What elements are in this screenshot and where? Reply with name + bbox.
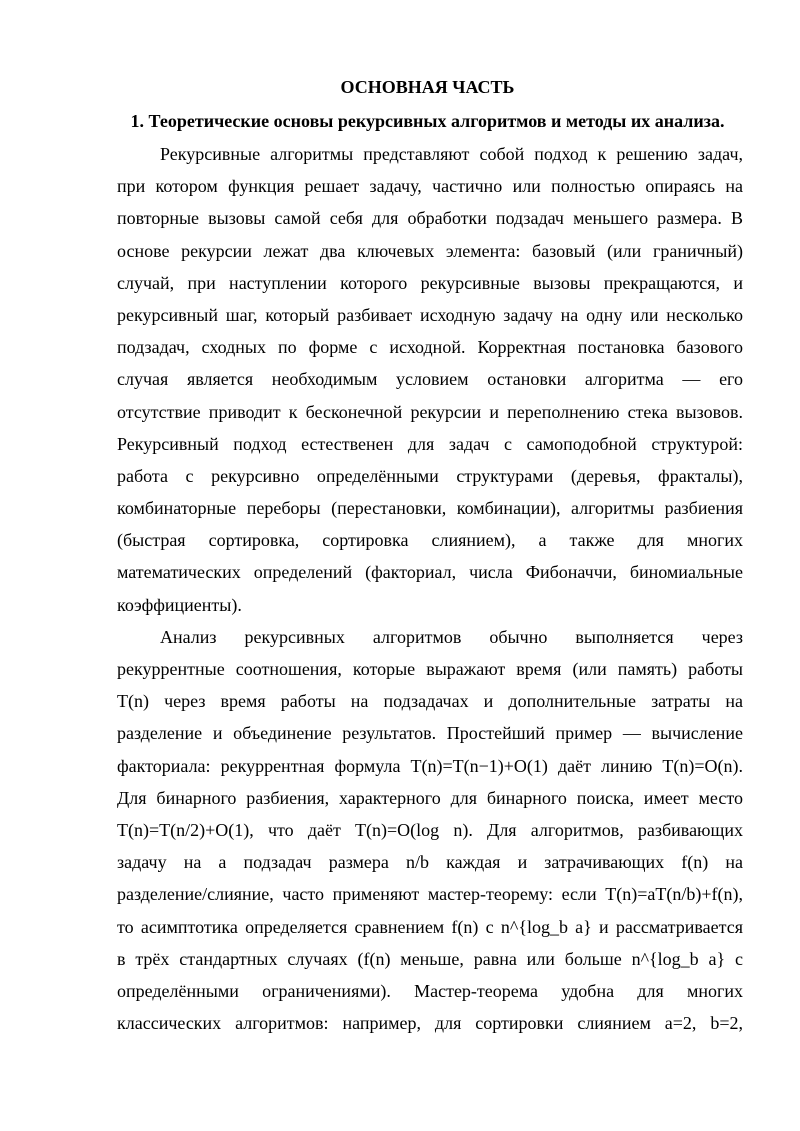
text-line: коэффициенты). <box>117 594 242 615</box>
text-line: то асимптотика определяется сравнением f(n) с n^{log_b a} и рассматривается <box>117 916 743 937</box>
text-line: в трёх стандартных случаях (f(n) меньше, равна или больше n^{log_b a} с <box>117 948 743 969</box>
page-heading: ОСНОВНАЯ ЧАСТЬ <box>340 77 515 97</box>
text-line: определёнными ограничениями). Мастер-теорема удобна для многих <box>117 980 743 1001</box>
text-line: T(n)=T(n/2)+O(1), что даёт T(n)=O(log n). Для алгоритмов, разбивающих <box>117 819 743 840</box>
text-line: подзадач, сходных по форме с исходной. Корректная постановка базового <box>117 337 743 358</box>
section-title: 1. Теоретические основы рекурсивных алгоритмов и методы их анализа. <box>130 111 725 131</box>
body-text <box>117 138 743 1039</box>
text-line: задачу на a подзадач размера n/b каждая и затрачивающих f(n) на <box>117 852 743 873</box>
text-line: разделение и объединение результатов. Простейший пример — вычисление <box>117 723 743 744</box>
text-line: повторные вызовы самой себя для обработки подзадач меньшего размера. В <box>117 208 743 229</box>
text-line: при котором функция решает задачу, частично или полностью опираясь на <box>117 176 743 197</box>
text-line: Рекурсивный подход естественен для задач с самоподобной структурой: <box>117 433 743 454</box>
paragraph <box>117 138 743 621</box>
text-line: случай, при наступлении которого рекурсивные вызовы прекращаются, и <box>117 272 743 293</box>
text-line: Для бинарного разбиения, характерного для бинарного поиска, имеет место <box>117 787 743 808</box>
text-line: факториала: рекуррентная формула T(n)=T(n−1)+O(1) даёт линию T(n)=O(n). <box>117 755 743 776</box>
text-line: математических определений (факториал, числа Фибоначчи, биномиальные <box>117 562 743 583</box>
text-line: классических алгоритмов: например, для сортировки слиянием a=2, b=2, <box>117 1013 743 1034</box>
text-line: основе рекурсии лежат два ключевых элемента: базовый (или граничный) <box>117 240 743 261</box>
text-line: отсутствие приводит к бесконечной рекурсии и переполнению стека вызовов. <box>117 401 743 422</box>
text-line: Рекурсивные алгоритмы представляют собой подход к решению задач, <box>160 144 743 164</box>
text-line: разделение/слияние, часто применяют мастер-теорему: если T(n)=aT(n/b)+f(n), <box>117 884 743 905</box>
text-line: работа с рекурсивно определёнными структурами (деревья, фракталы), <box>117 465 743 486</box>
text-line: T(n) через время работы на подзадачах и дополнительные затраты на <box>117 691 743 712</box>
paragraph <box>117 621 743 1039</box>
text-line: случая является необходимым условием остановки алгоритма — его <box>117 369 743 390</box>
text-line: (быстрая сортировка, сортировка слиянием), а также для многих <box>117 530 743 551</box>
text-line: рекуррентные соотношения, которые выражают время (или память) работы <box>117 659 743 679</box>
text-line: Анализ рекурсивных алгоритмов обычно выполняется через <box>160 626 743 647</box>
text-line: рекурсивный шаг, который разбивает исходную задачу на одну или несколько <box>117 304 743 325</box>
text-line: комбинаторные переборы (перестановки, комбинации), алгоритмы разбиения <box>117 498 743 519</box>
